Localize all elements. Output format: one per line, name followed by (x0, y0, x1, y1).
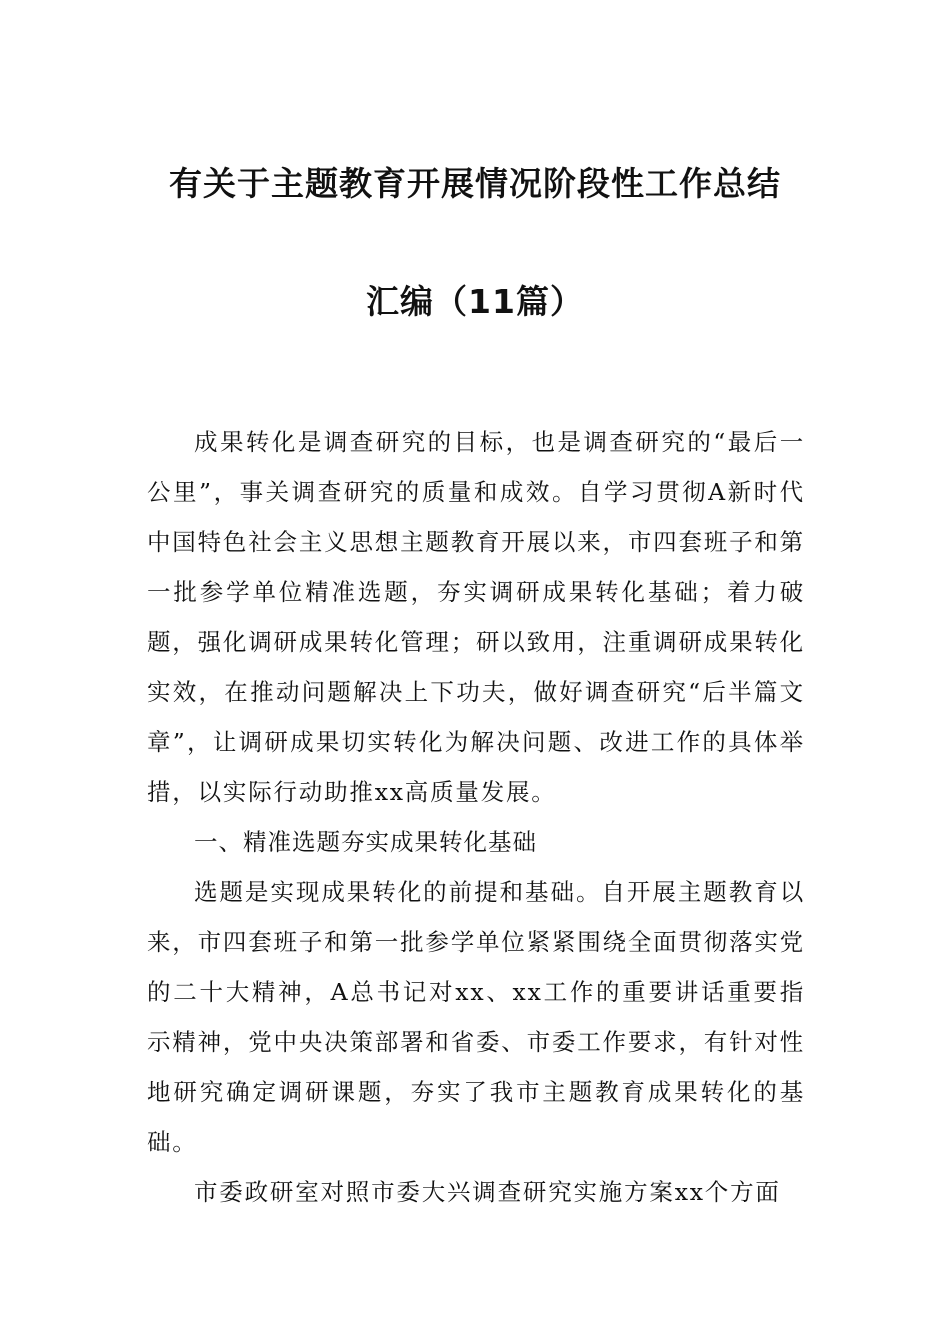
document-title-line-2: 汇编（11篇） (366, 282, 584, 321)
paragraph-section-1-continued: 市委政研室对照市委大兴调查研究实施方案xx个方面 (194, 1178, 781, 1206)
section-heading-1: 一、精准选题夯实成果转化基础 (194, 828, 537, 856)
document-body (147, 417, 805, 1217)
paragraph-section-1: 选题是实现成果转化的前提和基础。自开展主题教育以来，市四套班子和第一批参学单位紧紧围绕全面贯彻落实党的二十大精神，A总书记对xx、xx工作的重要讲话重要指示精神，党中央决策部署和省委、市委工作要求，有针对性地研究确定调研课题，夯实了我市主题教育成果转化的基础。 (147, 878, 805, 1156)
paragraph-intro: 成果转化是调查研究的目标，也是调查研究的“最后一公里”，事关调查研究的质量和成效。自学习贯彻A新时代中国特色社会主义思想主题教育开展以来，市四套班子和第一批参学单位精准选题，夯实调研成果转化基础；着力破题，强化调研成果转化管理；研以致用，注重调研成果转化实效，在推动问题解决上下功夫，做好调查研究“后半篇文章”，让调研成果切实转化为解决问题、改进工作的具体举措，以实际行动助推xx高质量发展。 (147, 428, 805, 806)
document-title-line-1: 有关于主题教育开展情况阶段性工作总结 (169, 164, 781, 203)
